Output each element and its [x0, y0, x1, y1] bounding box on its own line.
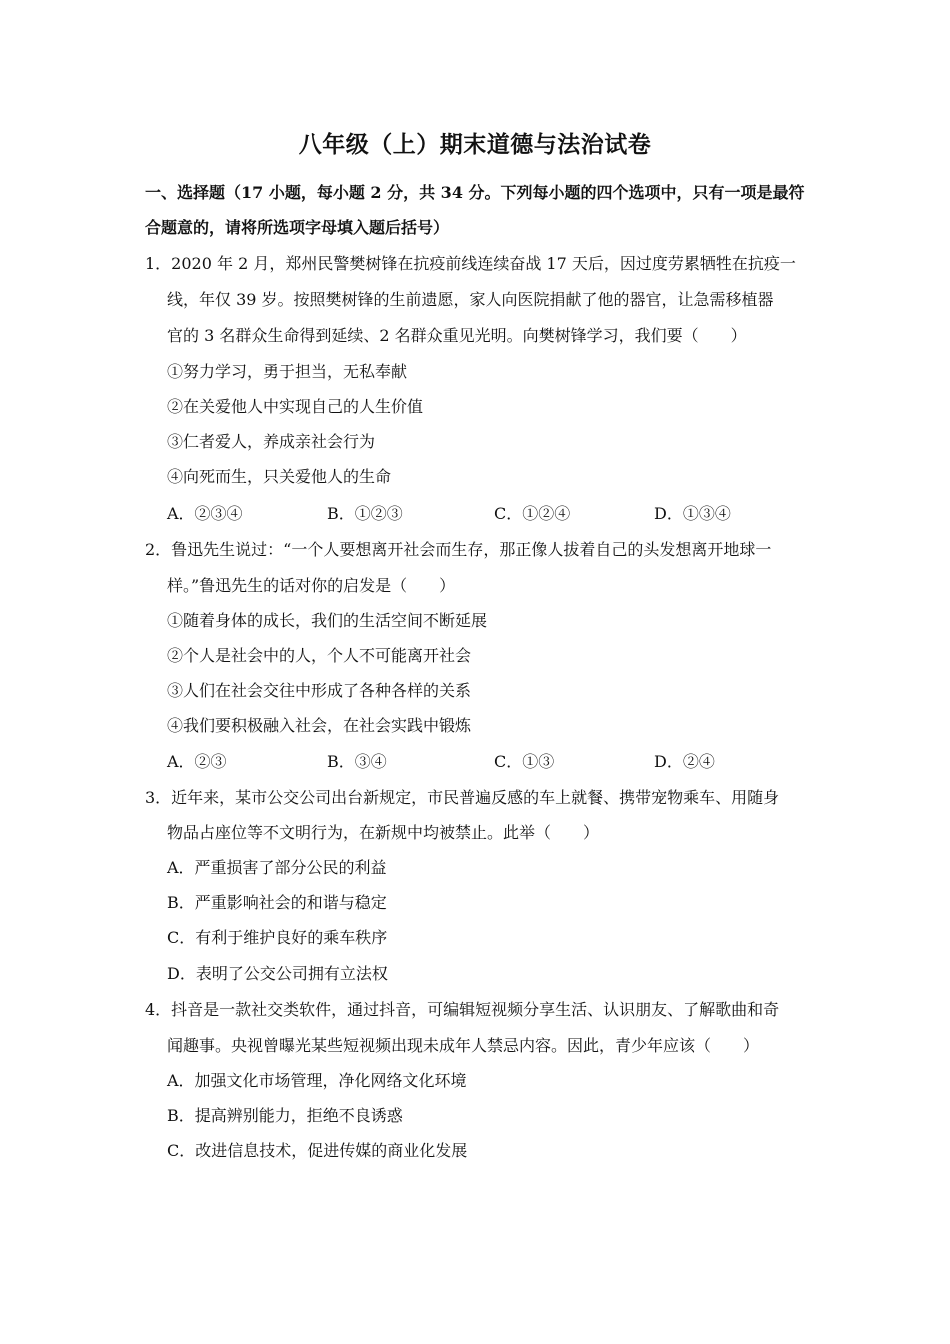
- q2-option-d: D．②④: [654, 752, 715, 771]
- q1-statement-4: ④向死而生，只关爱他人的生命: [167, 467, 392, 486]
- q4-option-a: A．加强文化市场管理，净化网络文化环境: [167, 1071, 467, 1090]
- q4-stem-line-1: 4．抖音是一款社交类软件，通过抖音，可编辑短视频分享生活、认识朋友、了解歌曲和奇: [145, 1000, 780, 1019]
- q1-stem-line-2: 线，年仅 39 岁。按照樊树锋的生前遗愿，家人向医院捐献了他的器官，让急需移植器: [167, 290, 774, 309]
- q1-option-a: A．②③④: [167, 504, 243, 523]
- q1-option-d: D．①③④: [654, 504, 731, 523]
- q2-stem-line-1: 2．鲁迅先生说过：“一个人要想离开社会而生存，那正像人拔着自己的头发想离开地球一: [145, 540, 772, 559]
- q2-stem-line-2: 样。”鲁迅先生的话对你的启发是（ ）: [167, 576, 456, 595]
- q4-stem-line-2: 闻趣事。央视曾曝光某些短视频出现未成年人禁忌内容。因此，青少年应该（ ）: [167, 1036, 760, 1055]
- q2-statement-1: ①随着身体的成长，我们的生活空间不断延展: [167, 611, 488, 630]
- q2-statement-4: ④我们要积极融入社会，在社会实践中锻炼: [167, 716, 472, 735]
- q3-stem-line-2: 物品占座位等不文明行为，在新规中均被禁止。此举（ ）: [167, 823, 600, 842]
- q1-statement-2: ②在关爱他人中实现自己的人生价值: [167, 397, 424, 416]
- q2-option-a: A．②③: [167, 752, 227, 771]
- q2-option-c: C．①③: [494, 752, 555, 771]
- q2-option-b: B．③④: [327, 752, 387, 771]
- q4-option-b: B．提高辨别能力，拒绝不良诱惑: [167, 1106, 403, 1125]
- q1-statement-3: ③仁者爱人，养成亲社会行为: [167, 432, 376, 451]
- q1-option-b: B．①②③: [327, 504, 403, 523]
- q3-option-b: B．严重影响社会的和谐与稳定: [167, 893, 387, 912]
- q1-option-c: C．①②④: [494, 504, 571, 523]
- q3-option-a: A．严重损害了部分公民的利益: [167, 858, 387, 877]
- q4-option-c: C．改进信息技术，促进传媒的商业化发展: [167, 1141, 468, 1160]
- q3-option-d: D．表明了公交公司拥有立法权: [167, 964, 388, 983]
- q2-statement-2: ②个人是社会中的人，个人不可能离开社会: [167, 646, 472, 665]
- q2-statement-3: ③人们在社会交往中形成了各种各样的关系: [167, 681, 472, 700]
- section-heading-line-2: 合题意的，请将所选项字母填入题后括号）: [145, 218, 450, 237]
- q1-stem-line-1: 1．2020 年 2 月，郑州民警樊树锋在抗疫前线连续奋战 17 天后，因过度劳累牺牲在抗疫一: [145, 254, 796, 273]
- page-title: 八年级（上）期末道德与法治试卷: [298, 131, 652, 158]
- q3-stem-line-1: 3．近年来，某市公交公司出台新规定，市民普遍反感的车上就餐、携带宠物乘车、用随身: [145, 788, 780, 807]
- q1-stem-line-3: 官的 3 名群众生命得到延续、2 名群众重见光明。向樊树锋学习，我们要（ ）: [167, 326, 747, 345]
- q3-option-c: C．有利于维护良好的乘车秩序: [167, 928, 388, 947]
- section-heading-line-1: 一、选择题（17 小题，每小题 2 分，共 34 分。下列每小题的四个选项中，只有一项是最符: [145, 183, 805, 202]
- q1-statement-1: ①努力学习，勇于担当，无私奉献: [167, 362, 408, 381]
